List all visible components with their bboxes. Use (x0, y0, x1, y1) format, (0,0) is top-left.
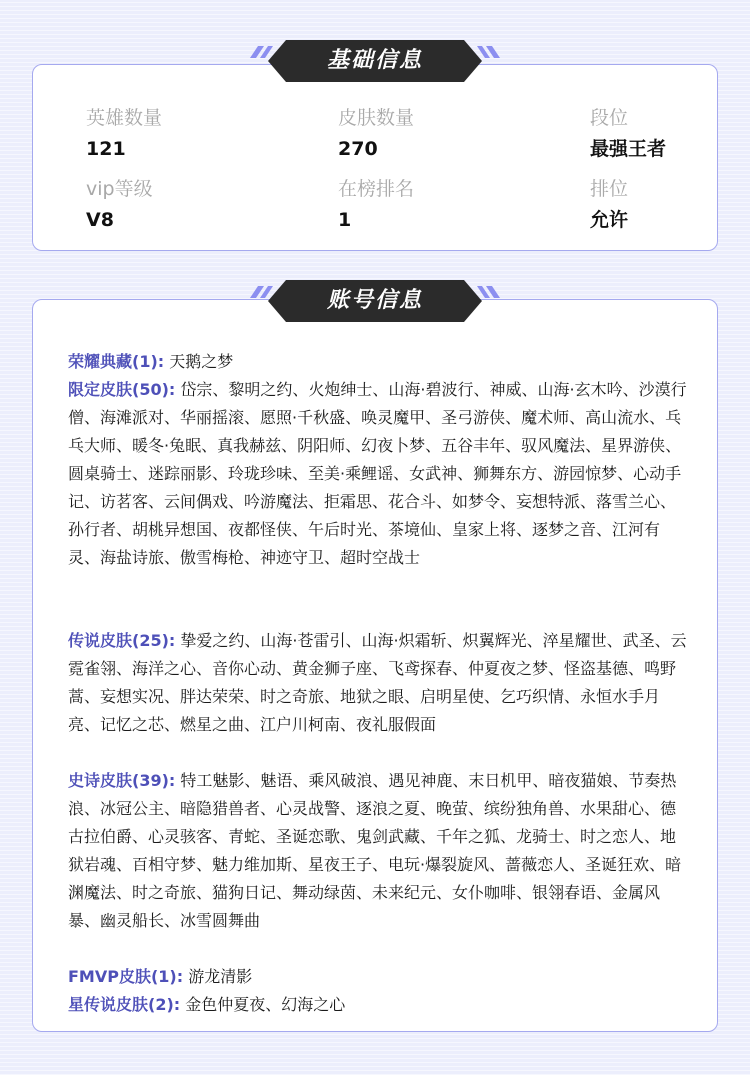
skin-category-label: 星传说皮肤(2): (68, 995, 181, 1014)
skin-category-label: 史诗皮肤(39): (68, 771, 176, 790)
rank-tier-value: 最强王者 (590, 138, 667, 160)
vip-level-label: vip等级 (86, 178, 153, 200)
skin-category-items: 特工魅影、魅语、乘风破浪、遇见神鹿、末日机甲、暗夜猫娘、节奏热浪、冰冠公主、暗隐猎兽者、心灵战警、逐浪之夏、晚萤、缤纷独角兽、水果甜心、德古拉伯爵、心灵骇客、青蛇、圣诞恋歌、鬼剑武藏、千年之狐、龙骑士、时之恋人、地狱岩魂、百相守梦、魅力维加斯、星夜王子、电玩·爆裂旋风、蔷薇恋人、圣诞狂欢、暗渊魔法、时之奇旅、猫狗日记、舞动绿茵、未来纪元、女仆咖啡、银翎春语、金属风暴、幽灵船长、冰雪圆舞曲 (68, 771, 682, 930)
ranked-allowed-label: 排位 (590, 178, 629, 200)
leaderboard-rank-label: 在榜排名 (338, 178, 415, 200)
skin-category-label: 荣耀典藏(1): (68, 352, 165, 371)
skin-category-star-legend (68, 991, 688, 1019)
account-info-title: 账号信息 (326, 288, 423, 313)
hero-count-value: 121 (86, 138, 126, 160)
skin-category-glory (68, 348, 688, 376)
rank-tier-label: 段位 (590, 107, 629, 129)
vip-level-value: V8 (86, 209, 114, 231)
skin-category-fmvp (68, 963, 688, 991)
skin-category-items: 岱宗、黎明之约、火炮绅士、山海·碧波行、神威、山海·玄木吟、沙漠行僧、海滩派对、华丽摇滚、愿照·千秋盛、唤灵魔甲、圣弓游侠、魔术师、高山流水、乓乓大师、暖冬·兔眠、真我赫兹、阴阳师、幻夜卜梦、五谷丰年、驭风魔法、星界游侠、圆桌骑士、迷踪丽影、玲珑珍味、至美·乘鲤谣、女武神、狮舞东方、游园惊梦、心动手记、访茗客、云间偶戏、吟游魔法、拒霜思、花合斗、如梦令、妄想特派、落雪兰心、孙行者、胡桃异想国、夜都怪侠、午后时光、茶境仙、皇家上将、逐梦之音、江河有灵、海盐诗旅、傲雪梅枪、神迹守卫、超时空战士 (68, 380, 687, 567)
skin-category-label: FMVP皮肤(1): (68, 967, 184, 986)
basic-info-banner (246, 38, 504, 84)
skin-category-items: 天鹅之梦 (169, 352, 234, 371)
skin-category-limited (68, 376, 688, 572)
skin-category-items: 挚爱之约、山海·苍雷引、山海·炽霜斩、炽翼辉光、淬星耀世、武圣、云霓雀翎、海洋之心、音你心动、黄金狮子座、飞鸢探春、仲夏夜之梦、怪盗基德、鸣野蒿、妄想实况、胖达荣荣、时之奇旅、地狱之眼、启明星使、乞巧织情、永恒水手月亮、记忆之芯、燃星之曲、江户川柯南、夜礼服假面 (68, 631, 687, 734)
account-info-banner (246, 278, 504, 324)
skin-count-label: 皮肤数量 (338, 107, 415, 129)
skin-category-legend (68, 627, 688, 739)
skin-count-value: 270 (338, 138, 378, 160)
basic-info-title: 基础信息 (326, 48, 423, 73)
skin-category-label: 限定皮肤(50): (68, 380, 176, 399)
ranked-allowed-value: 允许 (590, 209, 629, 231)
hero-count-label: 英雄数量 (86, 107, 163, 129)
skin-category-epic (68, 767, 688, 935)
skin-category-label: 传说皮肤(25): (68, 631, 176, 650)
skin-category-items: 游龙清影 (188, 967, 253, 986)
leaderboard-rank-value: 1 (338, 209, 352, 231)
skin-category-items: 金色仲夏夜、幻海之心 (185, 995, 346, 1014)
